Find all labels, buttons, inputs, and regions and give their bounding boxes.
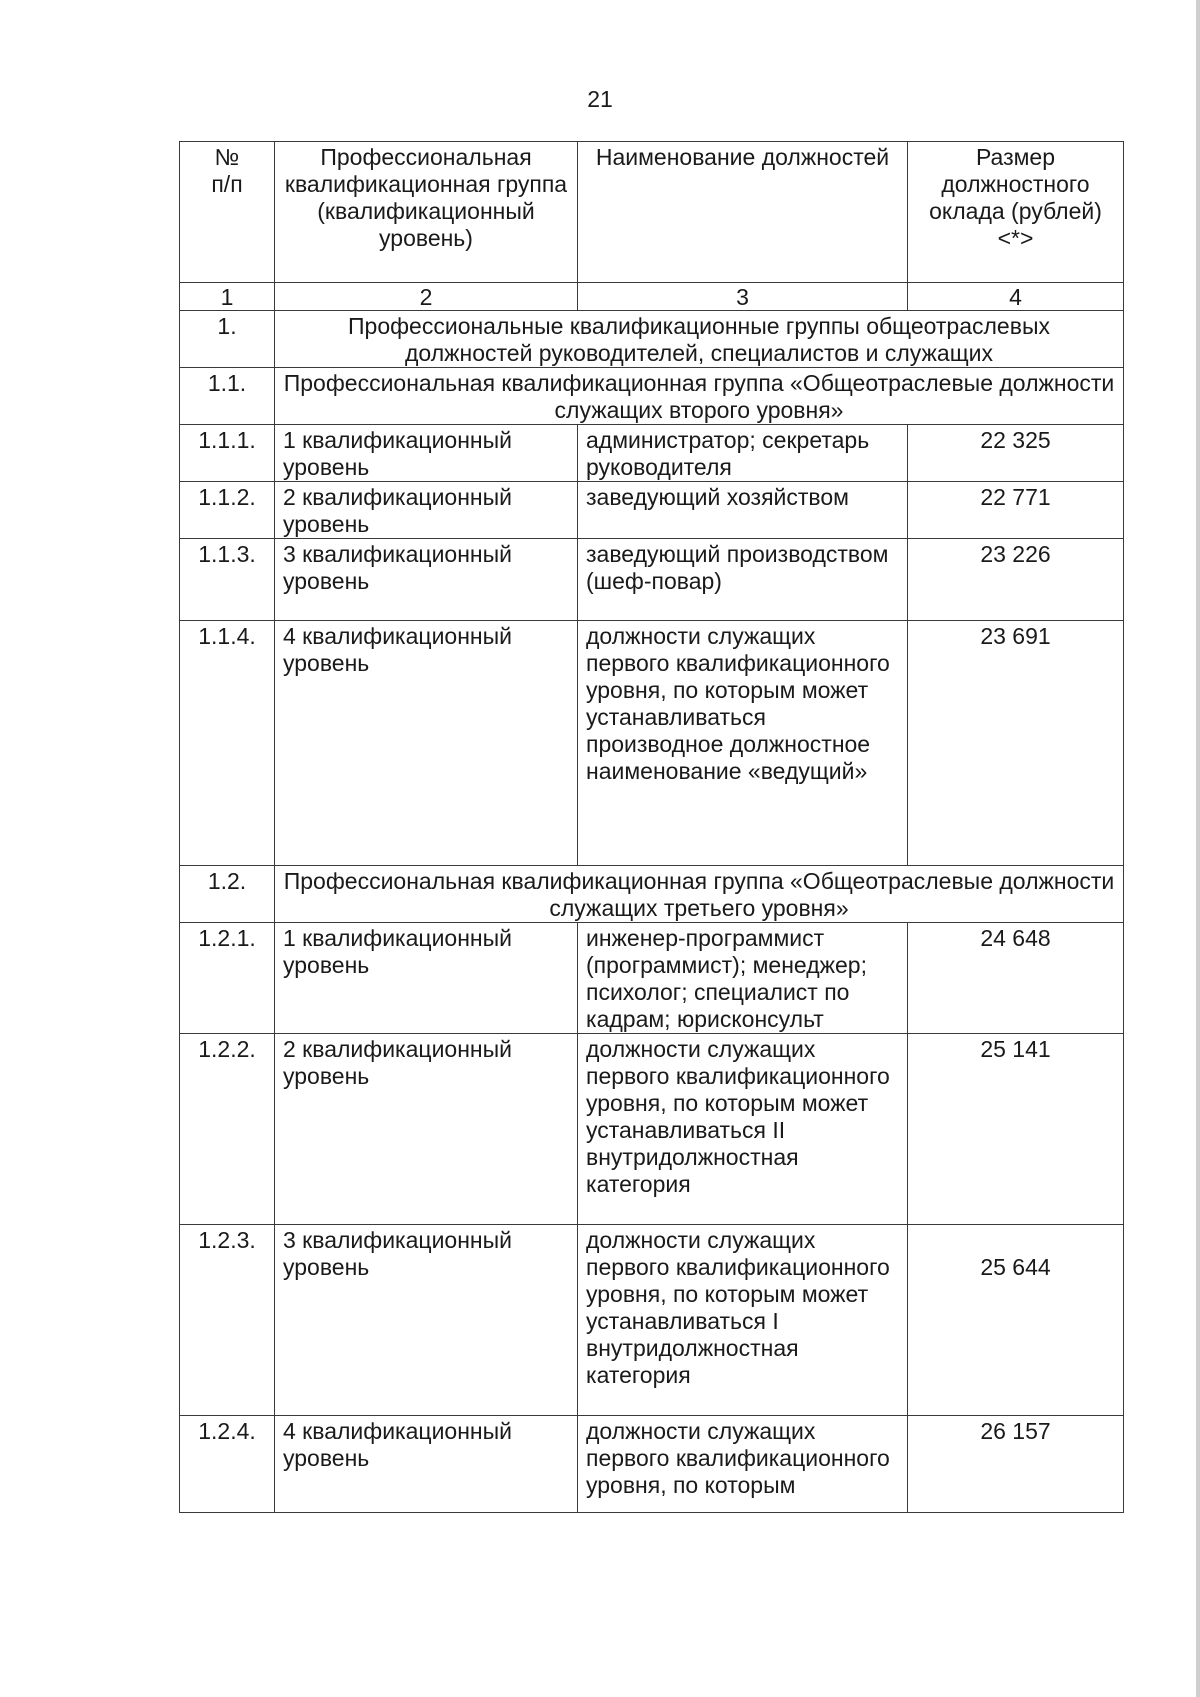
group-heading-row (180, 368, 1124, 425)
scan-edge (1196, 0, 1200, 1697)
row-number: 1.2.1. (180, 923, 275, 1034)
position-names: должности служащих первого квалификационного уровня, по которым (578, 1416, 908, 1513)
qualification-level: 4 квалификационный уровень (275, 621, 578, 866)
group-heading-row (180, 311, 1124, 368)
row-number: 1. (180, 311, 275, 368)
header-positions (578, 142, 908, 283)
qualification-level: 1 квалификационный уровень (275, 923, 578, 1034)
salary-value: 22 325 (908, 425, 1124, 482)
column-number: 3 (578, 283, 908, 311)
salary-value: 26 157 (908, 1416, 1124, 1513)
salary-value: 23 691 (908, 621, 1124, 866)
qualification-level: 4 квалификационный уровень (275, 1416, 578, 1513)
row-number: 1.2.2. (180, 1034, 275, 1225)
position-names: заведующий производством (шеф-повар) (578, 539, 908, 621)
salary-value: 24 648 (908, 923, 1124, 1034)
header-positions-text: Наименование должностей (595, 144, 890, 170)
table-row (180, 425, 1124, 482)
position-names: администратор; секретарь руководителя (578, 425, 908, 482)
position-names: заведующий хозяйством (578, 482, 908, 539)
table-row (180, 621, 1124, 866)
qualification-level: 2 квалификационный уровень (275, 482, 578, 539)
table-row (180, 482, 1124, 539)
header-group (275, 142, 578, 283)
table-row (180, 1225, 1124, 1416)
row-number: 1.1.2. (180, 482, 275, 539)
qualification-level: 2 квалификационный уровень (275, 1034, 578, 1225)
salary-value: 25 141 (908, 1034, 1124, 1225)
table-row (180, 1034, 1124, 1225)
row-number: 1.1.1. (180, 425, 275, 482)
header-num-text: № п/п (211, 144, 243, 197)
column-number-row (180, 283, 1124, 311)
salary-value: 22 771 (908, 482, 1124, 539)
salary-table (179, 141, 1124, 1513)
position-names: должности служащих первого квалификационного уровня, по которым может устанавливаться I внутридолжностная категория (578, 1225, 908, 1416)
header-num (180, 142, 275, 283)
row-number: 1.1. (180, 368, 275, 425)
salary-value: 25 644 (908, 1225, 1124, 1416)
qualification-level: 1 квалификационный уровень (275, 425, 578, 482)
row-number: 1.2. (180, 866, 275, 923)
qualification-level: 3 квалификационный уровень (275, 1225, 578, 1416)
salary-value: 23 226 (908, 539, 1124, 621)
header-salary (908, 142, 1124, 283)
row-number: 1.1.3. (180, 539, 275, 621)
column-number: 1 (180, 283, 275, 311)
row-number: 1.1.4. (180, 621, 275, 866)
header-group-text: Профессиональная квалификационная группа (квалификационный уровень) (284, 144, 568, 251)
table-row (180, 923, 1124, 1034)
position-names: должности служащих первого квалификационного уровня, по которым может устанавливаться производное должностное наименование «ведущий» (578, 621, 908, 866)
column-number: 4 (908, 283, 1124, 311)
row-number: 1.2.3. (180, 1225, 275, 1416)
header-salary-text: Размер должностного оклада (рублей) <*> (929, 144, 1102, 251)
column-number: 2 (275, 283, 578, 311)
table-row (180, 1416, 1124, 1513)
group-title: Профессиональная квалификационная группа «Общеотраслевые должности служащих третьего уровня» (275, 866, 1124, 923)
position-names: инженер-программист (программист); менеджер; психолог; специалист по кадрам; юрисконсульт (578, 923, 908, 1034)
row-number: 1.2.4. (180, 1416, 275, 1513)
group-title: Профессиональная квалификационная группа «Общеотраслевые должности служащих второго уровня» (275, 368, 1124, 425)
group-title: Профессиональные квалификационные группы общеотраслевых должностей руководителей, специалистов и служащих (275, 311, 1124, 368)
qualification-level: 3 квалификационный уровень (275, 539, 578, 621)
table-body (180, 311, 1124, 1513)
table-header-row (180, 142, 1124, 283)
table-row (180, 539, 1124, 621)
position-names: должности служащих первого квалификационного уровня, по которым может устанавливаться II внутридолжностная категория (578, 1034, 908, 1225)
group-heading-row (180, 866, 1124, 923)
page-number: 21 (587, 86, 613, 112)
